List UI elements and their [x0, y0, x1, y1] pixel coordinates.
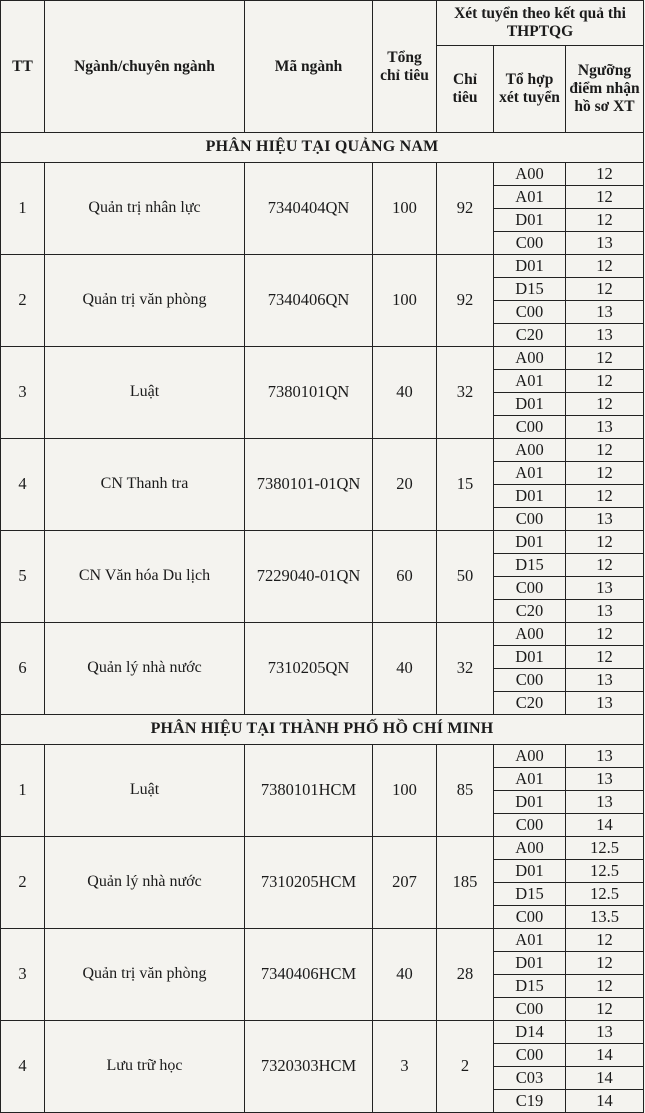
cell-tt: 5	[1, 531, 45, 623]
cell-subject-combo: A00	[494, 837, 566, 860]
cell-tt: 4	[1, 439, 45, 531]
cell-subject-combo: A01	[494, 186, 566, 209]
cell-threshold-score: 12	[566, 998, 644, 1021]
cell-threshold-score: 12	[566, 952, 644, 975]
cell-threshold-score: 13	[566, 577, 644, 600]
cell-tt: 1	[1, 745, 45, 837]
cell-subject-combo: C20	[494, 600, 566, 623]
cell-threshold-score: 13	[566, 600, 644, 623]
cell-subject-combo: C20	[494, 324, 566, 347]
cell-threshold-score: 13	[566, 669, 644, 692]
cell-total-quota: 100	[373, 745, 437, 837]
cell-subject-combo: D15	[494, 975, 566, 998]
cell-subject-combo: C00	[494, 301, 566, 324]
cell-major-code: 7380101-01QN	[245, 439, 373, 531]
cell-major-name: Luật	[45, 745, 245, 837]
cell-major-name: Lưu trữ học	[45, 1021, 245, 1113]
cell-major-code: 7229040-01QN	[245, 531, 373, 623]
cell-threshold-score: 12	[566, 462, 644, 485]
cell-total-quota: 100	[373, 255, 437, 347]
cell-tt: 2	[1, 837, 45, 929]
cell-threshold-score: 12	[566, 163, 644, 186]
cell-subject-combo: D01	[494, 485, 566, 508]
cell-threshold-score: 13	[566, 301, 644, 324]
cell-threshold-score: 14	[566, 1044, 644, 1067]
header-total: Tổng chỉ tiêu	[373, 1, 437, 133]
cell-threshold-score: 14	[566, 814, 644, 837]
cell-threshold-score: 12	[566, 370, 644, 393]
table-row	[1, 929, 644, 952]
cell-subject-combo: D01	[494, 531, 566, 554]
cell-major-name: Luật	[45, 347, 245, 439]
cell-threshold-score: 12	[566, 347, 644, 370]
cell-subject-combo: A01	[494, 370, 566, 393]
table-row	[1, 745, 644, 768]
cell-major-code: 7380101HCM	[245, 745, 373, 837]
cell-threshold-score: 12	[566, 278, 644, 301]
cell-subject-combo: C00	[494, 577, 566, 600]
cell-threshold-score: 12	[566, 623, 644, 646]
table-body	[1, 133, 644, 1113]
cell-threshold-score: 13	[566, 791, 644, 814]
cell-major-code: 7320303HCM	[245, 1021, 373, 1113]
header-row-top	[1, 1, 644, 46]
section-title: PHÂN HIỆU TẠI THÀNH PHỐ HỒ CHÍ MINH	[1, 715, 644, 745]
cell-threshold-score: 14	[566, 1090, 644, 1113]
cell-tt: 3	[1, 347, 45, 439]
cell-major-name: Quản trị văn phòng	[45, 255, 245, 347]
cell-subject-combo: D01	[494, 952, 566, 975]
cell-subject-combo: D01	[494, 860, 566, 883]
cell-threshold-score: 12.5	[566, 883, 644, 906]
cell-total-quota: 3	[373, 1021, 437, 1113]
cell-subject-combo: A01	[494, 929, 566, 952]
cell-exam-quota: 2	[437, 1021, 494, 1113]
cell-tt: 2	[1, 255, 45, 347]
cell-major-name: Quản trị văn phòng	[45, 929, 245, 1021]
cell-exam-quota: 85	[437, 745, 494, 837]
cell-subject-combo: C00	[494, 508, 566, 531]
cell-threshold-score: 12	[566, 255, 644, 278]
header-tt: TT	[1, 1, 45, 133]
cell-exam-quota: 32	[437, 347, 494, 439]
cell-major-name: Quản lý nhà nước	[45, 837, 245, 929]
cell-subject-combo: D01	[494, 393, 566, 416]
cell-major-code: 7340406HCM	[245, 929, 373, 1021]
cell-tt: 1	[1, 163, 45, 255]
cell-subject-combo: C00	[494, 416, 566, 439]
header-quota: Chỉ tiêu	[437, 46, 494, 133]
cell-threshold-score: 13	[566, 508, 644, 531]
cell-subject-combo: A01	[494, 768, 566, 791]
cell-major-name: Quản trị nhân lực	[45, 163, 245, 255]
cell-subject-combo: A00	[494, 163, 566, 186]
cell-tt: 3	[1, 929, 45, 1021]
cell-subject-combo: D01	[494, 791, 566, 814]
cell-threshold-score: 12	[566, 929, 644, 952]
section-row	[1, 133, 644, 163]
cell-threshold-score: 13	[566, 768, 644, 791]
cell-subject-combo: C00	[494, 1044, 566, 1067]
cell-threshold-score: 12	[566, 485, 644, 508]
cell-major-name: CN Thanh tra	[45, 439, 245, 531]
header-threshold: Ngưỡng điểm nhận hồ sơ XT	[566, 46, 644, 133]
cell-threshold-score: 12	[566, 209, 644, 232]
cell-exam-quota: 185	[437, 837, 494, 929]
cell-major-name: Quản lý nhà nước	[45, 623, 245, 715]
header-major: Ngành/chuyên ngành	[45, 1, 245, 133]
cell-exam-quota: 92	[437, 255, 494, 347]
cell-major-code: 7310205QN	[245, 623, 373, 715]
cell-subject-combo: D15	[494, 278, 566, 301]
cell-threshold-score: 12	[566, 439, 644, 462]
table-row	[1, 623, 644, 646]
cell-subject-combo: C19	[494, 1090, 566, 1113]
header-code: Mã ngành	[245, 1, 373, 133]
cell-threshold-score: 13	[566, 232, 644, 255]
cell-subject-combo: C00	[494, 814, 566, 837]
section-title: PHÂN HIỆU TẠI QUẢNG NAM	[1, 133, 644, 163]
cell-exam-quota: 50	[437, 531, 494, 623]
cell-threshold-score: 12	[566, 531, 644, 554]
cell-threshold-score: 14	[566, 1067, 644, 1090]
cell-threshold-score: 13	[566, 692, 644, 715]
table-row	[1, 1021, 644, 1044]
cell-threshold-score: 13.5	[566, 906, 644, 929]
section-row	[1, 715, 644, 745]
cell-threshold-score: 12.5	[566, 837, 644, 860]
cell-subject-combo: D14	[494, 1021, 566, 1044]
table-row	[1, 347, 644, 370]
table-row	[1, 255, 644, 278]
cell-subject-combo: D01	[494, 209, 566, 232]
cell-threshold-score: 12	[566, 554, 644, 577]
table-row	[1, 531, 644, 554]
cell-exam-quota: 28	[437, 929, 494, 1021]
cell-threshold-score: 13	[566, 324, 644, 347]
cell-total-quota: 40	[373, 929, 437, 1021]
cell-subject-combo: C00	[494, 998, 566, 1021]
cell-total-quota: 40	[373, 623, 437, 715]
cell-threshold-score: 13	[566, 745, 644, 768]
table-row	[1, 837, 644, 860]
cell-subject-combo: D01	[494, 255, 566, 278]
cell-exam-quota: 15	[437, 439, 494, 531]
cell-total-quota: 207	[373, 837, 437, 929]
cell-subject-combo: A00	[494, 745, 566, 768]
cell-tt: 6	[1, 623, 45, 715]
cell-subject-combo: C00	[494, 232, 566, 255]
cell-major-name: CN Văn hóa Du lịch	[45, 531, 245, 623]
cell-total-quota: 20	[373, 439, 437, 531]
cell-subject-combo: D15	[494, 883, 566, 906]
cell-major-code: 7340406QN	[245, 255, 373, 347]
cell-major-code: 7310205HCM	[245, 837, 373, 929]
cell-threshold-score: 12	[566, 186, 644, 209]
table-row	[1, 163, 644, 186]
cell-threshold-score: 12	[566, 646, 644, 669]
cell-total-quota: 100	[373, 163, 437, 255]
table-row	[1, 439, 644, 462]
cell-subject-combo: A00	[494, 623, 566, 646]
cell-subject-combo: D01	[494, 646, 566, 669]
cell-exam-quota: 32	[437, 623, 494, 715]
cell-subject-combo: C03	[494, 1067, 566, 1090]
cell-threshold-score: 12.5	[566, 860, 644, 883]
header-combo: Tổ hợp xét tuyển	[494, 46, 566, 133]
cell-threshold-score: 13	[566, 416, 644, 439]
cell-tt: 4	[1, 1021, 45, 1113]
cell-major-code: 7380101QN	[245, 347, 373, 439]
cell-subject-combo: A00	[494, 439, 566, 462]
cell-threshold-score: 12	[566, 393, 644, 416]
cell-major-code: 7340404QN	[245, 163, 373, 255]
cell-subject-combo: D15	[494, 554, 566, 577]
cell-exam-quota: 92	[437, 163, 494, 255]
cell-subject-combo: C00	[494, 669, 566, 692]
cell-subject-combo: C00	[494, 906, 566, 929]
cell-subject-combo: A00	[494, 347, 566, 370]
header-group-title: Xét tuyển theo kết quả thi THPTQG	[437, 1, 644, 46]
cell-subject-combo: A01	[494, 462, 566, 485]
cell-threshold-score: 12	[566, 975, 644, 998]
cell-threshold-score: 13	[566, 1021, 644, 1044]
cell-total-quota: 40	[373, 347, 437, 439]
cell-total-quota: 60	[373, 531, 437, 623]
cell-subject-combo: C20	[494, 692, 566, 715]
